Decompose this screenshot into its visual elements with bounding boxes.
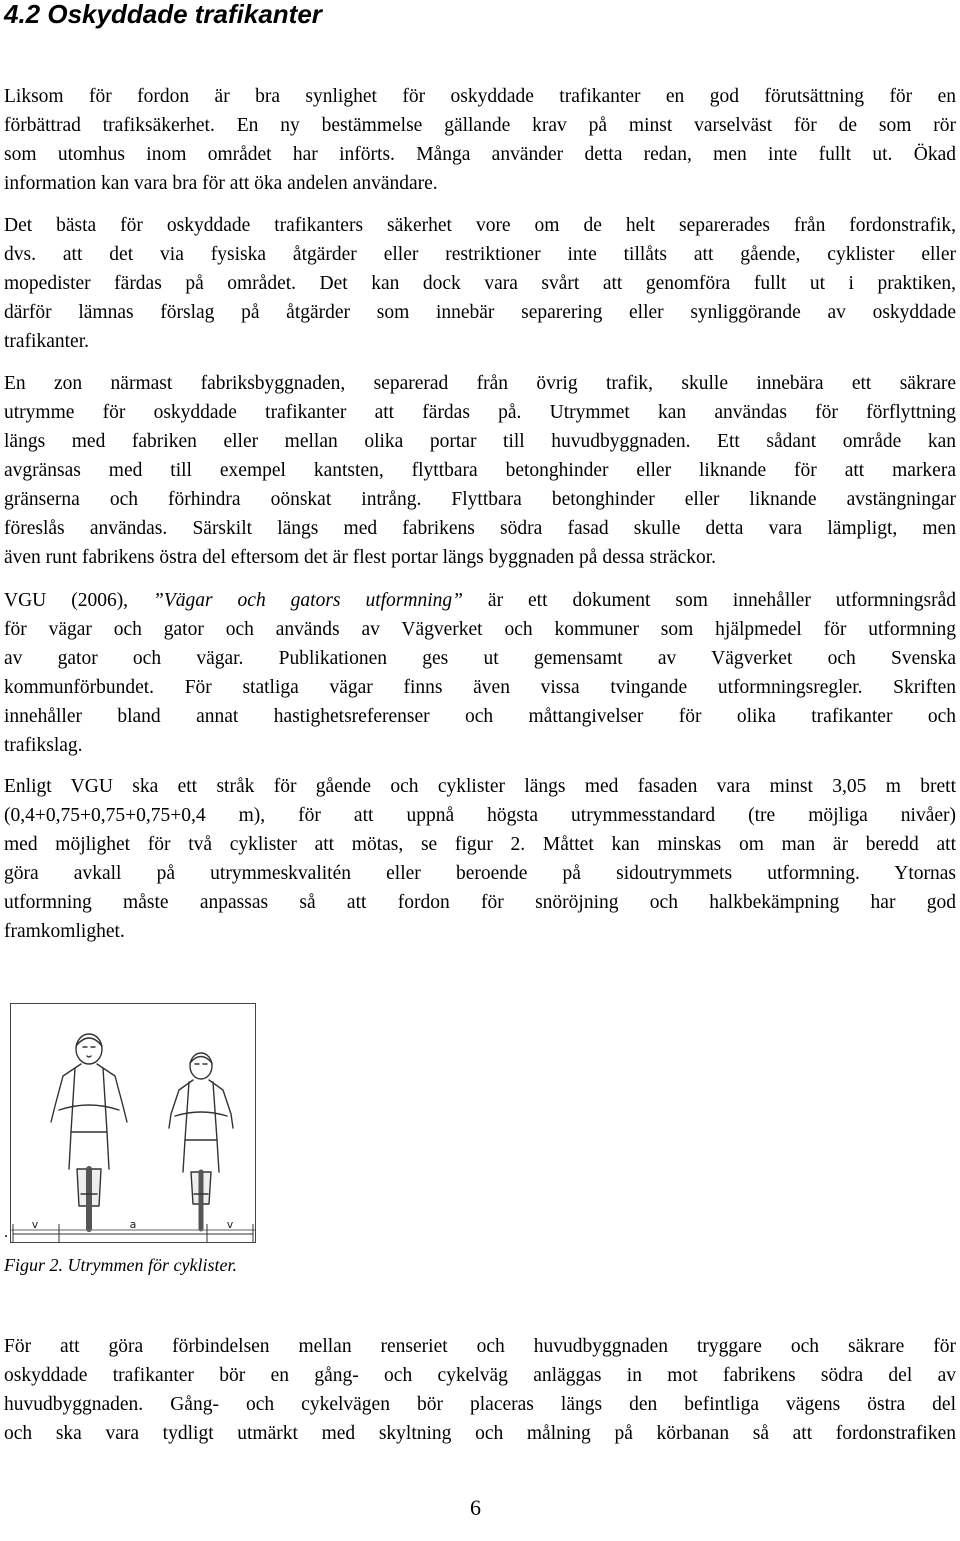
cyclist-right	[169, 1053, 233, 1229]
text-line: oskyddade trafikanter bör en gång- och cykelväg anläggas in mot fabrikens södra del av	[4, 1365, 956, 1386]
figure-caption: Figur 2. Utrymmen för cyklister.	[4, 1255, 237, 1275]
text-line: föreslås användas. Särskilt längs med fabrikens södra fasad skulle detta vara lämpligt, men	[4, 518, 956, 539]
text-line: kommunförbundet. För statliga vägar finns även vissa tvingande utformningsregler. Skriften	[4, 677, 956, 698]
text-line: för vägar och gator och används av Vägverket och kommuner som hjälpmedel för utformning	[4, 619, 956, 640]
text-line: med möjlighet för två cyklister att mötas, se figur 2. Måttet kan minskas om man är beredd att	[4, 834, 956, 855]
text-line: gränserna och förhindra oönskat intrång. Flyttbara betonghinder eller liknande avstängningar	[4, 489, 956, 510]
text-segment: VGU (2006),	[4, 590, 154, 611]
text-line: För att göra förbindelsen mellan renseriet och huvudbyggnaden tryggare och säkrare för	[4, 1336, 956, 1357]
text-line: dvs. att det via fysiska åtgärder eller restriktioner inte tillåts att gående, cyklister eller	[4, 244, 956, 265]
text-line: av gator och vägar. Publikationen ges ut gemensamt av Vägverket och Svenska	[4, 648, 956, 669]
text-line: Enligt VGU ska ett stråk för gående och cyklister längs med fasaden vara minst 3,05 m brett	[4, 776, 956, 797]
paragraph-vgu	[4, 586, 956, 760]
paragraph-separation	[4, 211, 956, 356]
text-line: utformning måste anpassas så att fordon för snöröjning och halkbekämpning har god	[4, 892, 956, 913]
text-line: Liksom för fordon är bra synlighet för oskyddade trafikanter en god förutsättning för en	[4, 86, 956, 107]
stray-dot: .	[4, 1224, 8, 1241]
text-line: information kan vara bra för att öka andelen användare.	[4, 173, 438, 194]
cyclists-illustration	[11, 1004, 255, 1242]
paragraph-vgu-width	[4, 772, 956, 946]
page-number: 6	[470, 1495, 481, 1520]
text-line: (0,4+0,75+0,75+0,75+0,4 m), för att uppnå högsta utrymmesstandard (tre möjliga nivåer)	[4, 805, 956, 826]
paragraph-zone	[4, 369, 956, 572]
text-line: förbättrad trafiksäkerhet. En ny bestämmelse gällande krav på minst varselväst för de som rör	[4, 115, 956, 136]
text-line: mopedister färdas på området. Det kan dock vara svårt att genomföra fullt ut i praktiken,	[4, 273, 956, 294]
dim-label-a: a	[129, 1218, 137, 1231]
text-segment: är ett dokument som innehåller utformningsråd	[462, 590, 957, 611]
dim-label-v-right: v	[226, 1218, 234, 1231]
text-line: avgränsas med till exempel kantsten, flyttbara betonghinder eller liknande för att markera	[4, 460, 956, 481]
text-line: som utomhus inom området har införts. Många använder detta redan, men inte fullt ut. Ökad	[4, 144, 956, 165]
text-line: En zon närmast fabriksbyggnaden, separerad från övrig trafik, skulle innebära ett säkrare	[4, 373, 956, 394]
text-line: utrymme för oskyddade trafikanter att färdas på. Utrymmet kan användas för förflyttning	[4, 402, 956, 423]
text-line: framkomlighet.	[4, 921, 125, 942]
figure-cyclists	[10, 1003, 256, 1243]
text-line: Det bästa för oskyddade trafikanters säkerhet vore om de helt separerades från fordonstrafik,	[4, 215, 956, 236]
text-line: göra avkall på utrymmeskvalitén eller beroende på sidoutrymmets utformning. Ytornas	[4, 863, 956, 884]
text-line: därför lämnas förslag på åtgärder som innebär separering eller synliggörande av oskyddade	[4, 302, 956, 323]
text-line: längs med fabriken eller mellan olika portar till huvudbyggnaden. Ett sådant område kan	[4, 431, 956, 452]
publication-title: ”Vägar och gators utformning”	[153, 590, 463, 611]
cyclist-left	[51, 1034, 127, 1229]
text-line: trafikslag.	[4, 735, 83, 756]
paragraph-visibility	[4, 82, 956, 198]
text-line: innehåller bland annat hastighetsreferenser och måttangivelser för olika trafikanter och	[4, 706, 956, 727]
dim-label-v-left: v	[31, 1218, 39, 1231]
text-line	[4, 586, 956, 615]
text-line: och ska vara tydligt utmärkt med skyltning och målning på körbanan så att fordonstrafiken	[4, 1423, 956, 1444]
section-heading: 4.2 Oskyddade trafikanter	[4, 0, 322, 29]
paragraph-connection	[4, 1332, 956, 1448]
text-line: trafikanter.	[4, 331, 89, 352]
text-line: även runt fabrikens östra del eftersom det är flest portar längs byggnaden på dessa sträckor.	[4, 547, 717, 568]
text-line: huvudbyggnaden. Gång- och cykelvägen bör placeras längs den befintliga vägens östra del	[4, 1394, 956, 1415]
